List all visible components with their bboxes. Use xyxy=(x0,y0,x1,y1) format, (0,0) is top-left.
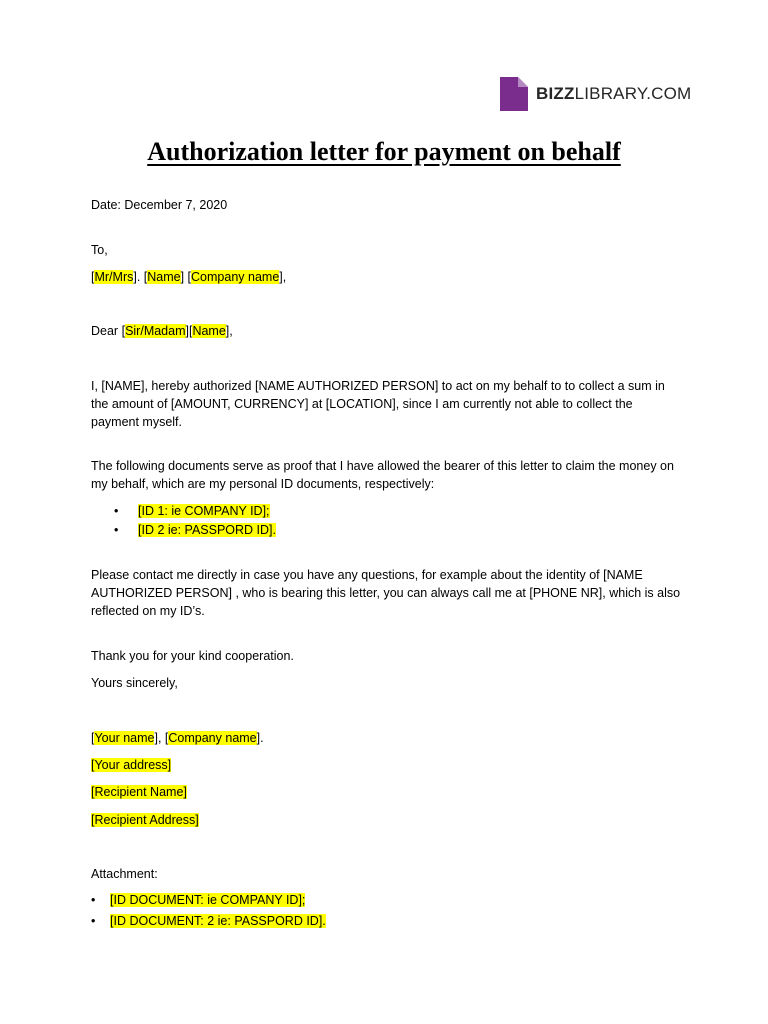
salutation-line: Dear [Sir/Madam][Name], xyxy=(91,324,233,338)
page-title: Authorization letter for payment on behalf xyxy=(147,137,621,166)
thanks-line: Thank you for your kind cooperation. xyxy=(91,649,294,663)
closing-line: Yours sincerely, xyxy=(91,676,178,690)
bullet-dot: • xyxy=(114,523,119,537)
id-list-item: [ID 1: ie COMPANY ID]; xyxy=(138,504,270,518)
paragraph-contact: Please contact me directly in case you have any questions, for example about the identity of [NAME AUTHORIZED PERSON] , who is bearing this letter, you can always call me at [PHONE NR], which is also reflected on my ID’s. xyxy=(91,568,681,618)
to-line: To, xyxy=(91,243,108,257)
sir-madam-placeholder: Sir/Madam xyxy=(125,324,186,338)
id-list-item: [ID 2 ie: PASSPORD ID]. xyxy=(138,523,277,537)
logo-text: BIZZLIBRARY.COM xyxy=(536,84,692,103)
document-icon xyxy=(500,77,528,111)
attachment-label: Attachment: xyxy=(91,867,158,881)
recipient-address-line: [Recipient Address] xyxy=(91,813,199,827)
date-line: Date: December 7, 2020 xyxy=(91,198,228,212)
paragraph-authorization: I, [NAME], hereby authorized [NAME AUTHORIZED PERSON] to act on my behalf to to collect a sum in the amount of [AMOUNT, CURRENCY] at [LOCATION], since I am currently not able to collect the payment myself. xyxy=(91,379,665,429)
recipient-line: [Mr/Mrs]. [Name] [Company name], xyxy=(91,270,287,284)
attachment-list-item: [ID DOCUMENT: 2 ie: PASSPORD ID]. xyxy=(110,914,326,928)
bullet-dot: • xyxy=(91,914,96,928)
bizzlibrary-logo xyxy=(500,77,691,111)
company-name-placeholder: Company name xyxy=(168,731,257,745)
signature-name-line: [Your name], [Company name]. xyxy=(91,731,264,745)
name-placeholder: Name xyxy=(147,270,181,284)
bullet-dot: • xyxy=(114,504,119,518)
bullet-dot: • xyxy=(91,893,96,907)
paragraph-documents: The following documents serve as proof that I have allowed the bearer of this letter to claim the money on my behalf, which are my personal ID documents, respectively: xyxy=(91,459,674,491)
recipient-name-line: [Recipient Name] xyxy=(91,785,187,799)
company-name-placeholder: Company name xyxy=(191,270,280,284)
your-name-placeholder: Your name xyxy=(94,731,155,745)
your-address-line: [Your address] xyxy=(91,758,172,772)
attachment-list-item: [ID DOCUMENT: ie COMPANY ID]; xyxy=(110,893,306,907)
mr-mrs-placeholder: Mr/Mrs xyxy=(94,270,134,284)
salutation-name-placeholder: Name xyxy=(192,324,226,338)
